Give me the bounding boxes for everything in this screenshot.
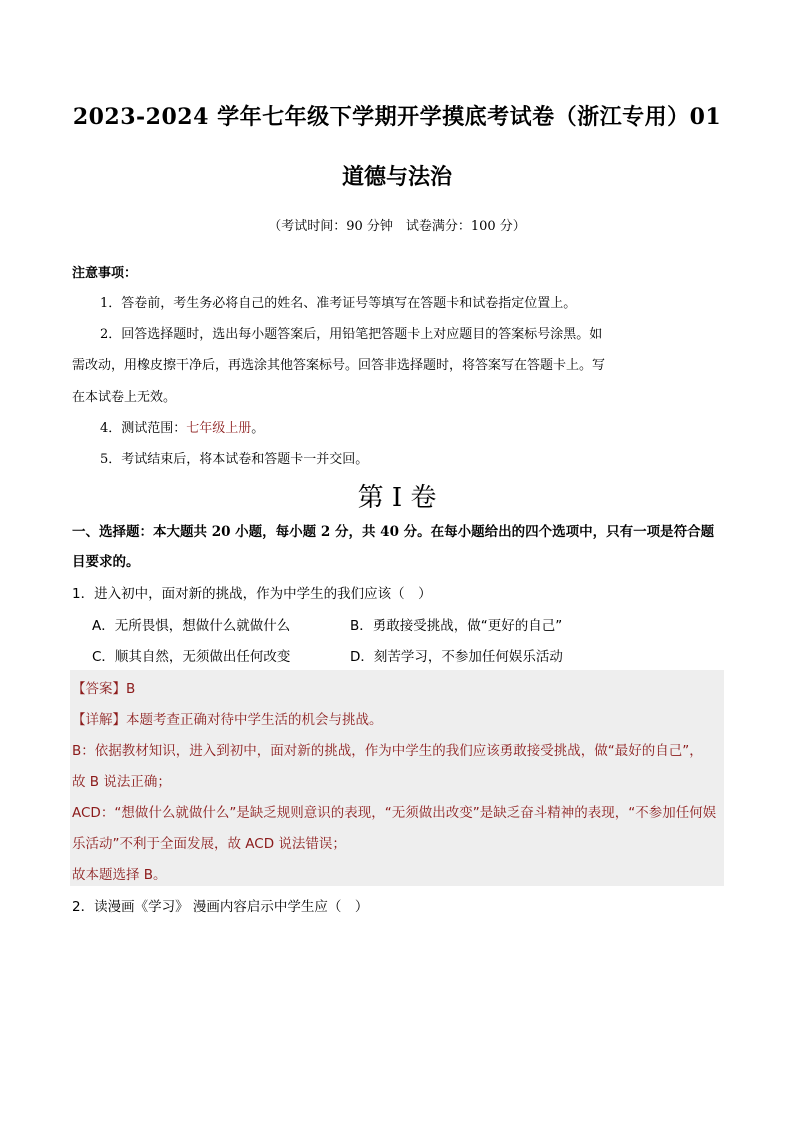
section-title: 第 I 卷 bbox=[357, 483, 437, 513]
question-1-option-a: A．无所畏惧，想做什么就做什么 bbox=[92, 618, 291, 634]
answer-line bbox=[72, 677, 135, 697]
explanation-acd-line-1: ACD：“想做什么就做什么”是缺乏规则意识的表现，“无须做出改变”是缺乏奋斗精神的表现，“不参加任何娱 bbox=[72, 805, 717, 821]
notice-item-2-line-1: 2．回答选择题时，选出每小题答案后，用铅笔把答题卡上对应题目的答案标号涂黑。如 bbox=[100, 327, 603, 342]
detail-label: 【详解】 bbox=[72, 712, 126, 728]
notice-item-4 bbox=[100, 417, 264, 436]
notice-item-2-line-2: 需改动，用橡皮擦干净后，再选涂其他答案标号。回答非选择题时，将答案写在答题卡上。写 bbox=[72, 358, 606, 373]
notice-item-4-suffix: 。 bbox=[251, 421, 265, 436]
explanation-b-line-1: B：依据教材知识，进入到初中，面对新的挑战，作为中学生的我们应该勇敢接受挑战，做“最好的自己”， bbox=[72, 743, 703, 759]
notice-item-5: 5．考试结束后，将本试卷和答题卡一并交回。 bbox=[100, 452, 369, 467]
notice-item-1: 1．答卷前，考生务必将自己的姓名、准考证号等填写在答题卡和试卷指定位置上。 bbox=[100, 296, 577, 311]
section-intro-line-2: 目要求的。 bbox=[72, 554, 140, 570]
exam-title: 2023-2024 学年七年级下学期开学摸底考试卷（浙江专用）01 bbox=[72, 104, 722, 130]
answer-conclusion: 故本题选择 B。 bbox=[72, 867, 167, 883]
notice-item-4-scope: 七年级上册 bbox=[186, 421, 252, 436]
detail-text: 本题考查正确对待中学生活的机会与挑战。 bbox=[126, 712, 383, 728]
notice-heading: 注意事项： bbox=[72, 266, 138, 281]
exam-subject: 道德与法治 bbox=[341, 164, 452, 190]
question-1-option-c: C．顺其自然，无须做出任何改变 bbox=[92, 649, 291, 665]
detail-line bbox=[72, 708, 383, 728]
explanation-acd-line-2: 乐活动”不利于全面发展，故 ACD 说法错误； bbox=[72, 836, 346, 852]
question-1-stem: 1．进入初中，面对新的挑战，作为中学生的我们应该（ ） bbox=[72, 586, 432, 602]
question-2-stem: 2．读漫画《学习》 漫画内容启示中学生应（ ） bbox=[72, 899, 369, 915]
answer-label: 【答案】 bbox=[72, 681, 126, 697]
explanation-b-line-2: 故 B 说法正确； bbox=[72, 774, 171, 790]
question-1-option-b: B．勇敢接受挑战，做“更好的自己” bbox=[350, 618, 563, 634]
notice-item-2-line-3: 在本试卷上无效。 bbox=[72, 390, 177, 405]
answer-value: B bbox=[126, 681, 136, 697]
exam-time-info: （考试时间：90 分钟 试卷满分：100 分） bbox=[268, 219, 526, 234]
section-intro-line-1: 一、选择题：本大题共 20 小题，每小题 2 分，共 40 分。在每小题给出的四个选项中，只有一项是符合题 bbox=[72, 524, 715, 540]
question-1-option-d: D．刻苦学习，不参加任何娱乐活动 bbox=[350, 649, 563, 665]
notice-item-4-prefix: 4．测试范围： bbox=[100, 421, 187, 436]
